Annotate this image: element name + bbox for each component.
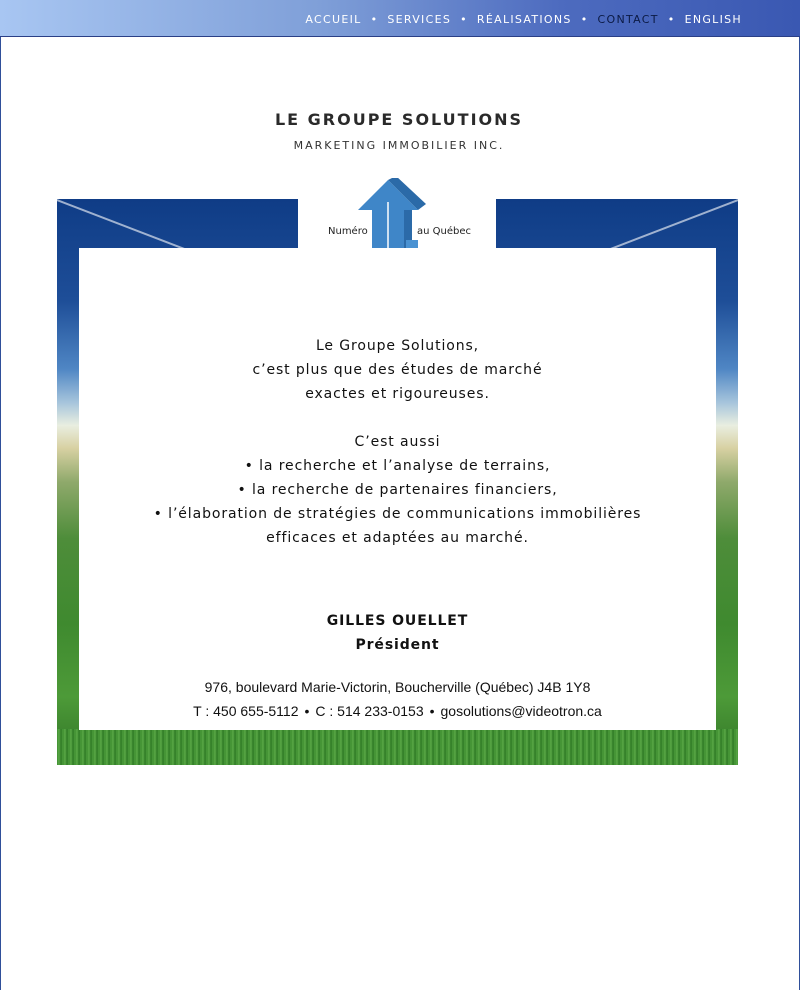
top-navigation-bar — [0, 0, 800, 37]
intro-paragraph — [79, 334, 716, 406]
list-item: • la recherche de partenaires financiers, — [237, 482, 558, 498]
phone-number: T : 450 655-5112 — [193, 703, 299, 719]
nav-link-realisations[interactable]: RÉALISATIONS — [476, 13, 572, 26]
signature-name: GILLES OUELLET — [326, 613, 469, 629]
contact-separator: • — [429, 703, 435, 719]
logo-text-right: au Québec — [417, 226, 472, 237]
contact-separator: • — [304, 703, 310, 719]
email-link[interactable]: gosolutions@videotron.ca — [440, 703, 602, 719]
address-text: 976, boulevard Marie-Victorin, Boucherville (Québec) J4B 1Y8 — [204, 679, 591, 695]
intro-line: Le Groupe Solutions, — [315, 338, 480, 354]
contact-line — [79, 699, 716, 723]
logo-text-left: Numéro — [328, 226, 368, 237]
signature — [79, 609, 716, 657]
services-list — [79, 430, 716, 550]
list-item: • la recherche et l’analyse de terrains, — [244, 458, 551, 474]
list-heading: C’est aussi — [354, 434, 441, 450]
intro-line: c’est plus que des études de marché — [252, 362, 543, 378]
list-item: efficaces et adaptées au marché. — [266, 530, 529, 546]
signature-role: Président — [355, 637, 440, 653]
company-title: LE GROUPE SOLUTIONS — [274, 110, 524, 129]
nav-separator: • — [370, 13, 379, 26]
nav-separator: • — [460, 13, 468, 26]
contact-info — [79, 675, 716, 723]
nav-link-accueil[interactable]: ACCUEIL — [305, 13, 362, 26]
grass-strip — [57, 729, 738, 765]
company-subtitle: MARKETING IMMOBILIER INC. — [293, 139, 505, 152]
nav-link-services[interactable]: SERVICES — [387, 13, 452, 26]
content-card — [79, 248, 716, 730]
nav-separator: • — [580, 13, 589, 26]
cell-number: C : 514 233-0153 — [315, 703, 424, 719]
nav-link-contact[interactable]: CONTACT — [597, 13, 659, 26]
main-nav — [305, 13, 742, 26]
intro-line: exactes et rigoureuses. — [305, 386, 490, 402]
list-item: • l’élaboration de stratégies de communications immobilières — [153, 506, 642, 522]
nav-separator: • — [667, 13, 676, 26]
nav-link-english[interactable]: ENGLISH — [684, 13, 742, 26]
